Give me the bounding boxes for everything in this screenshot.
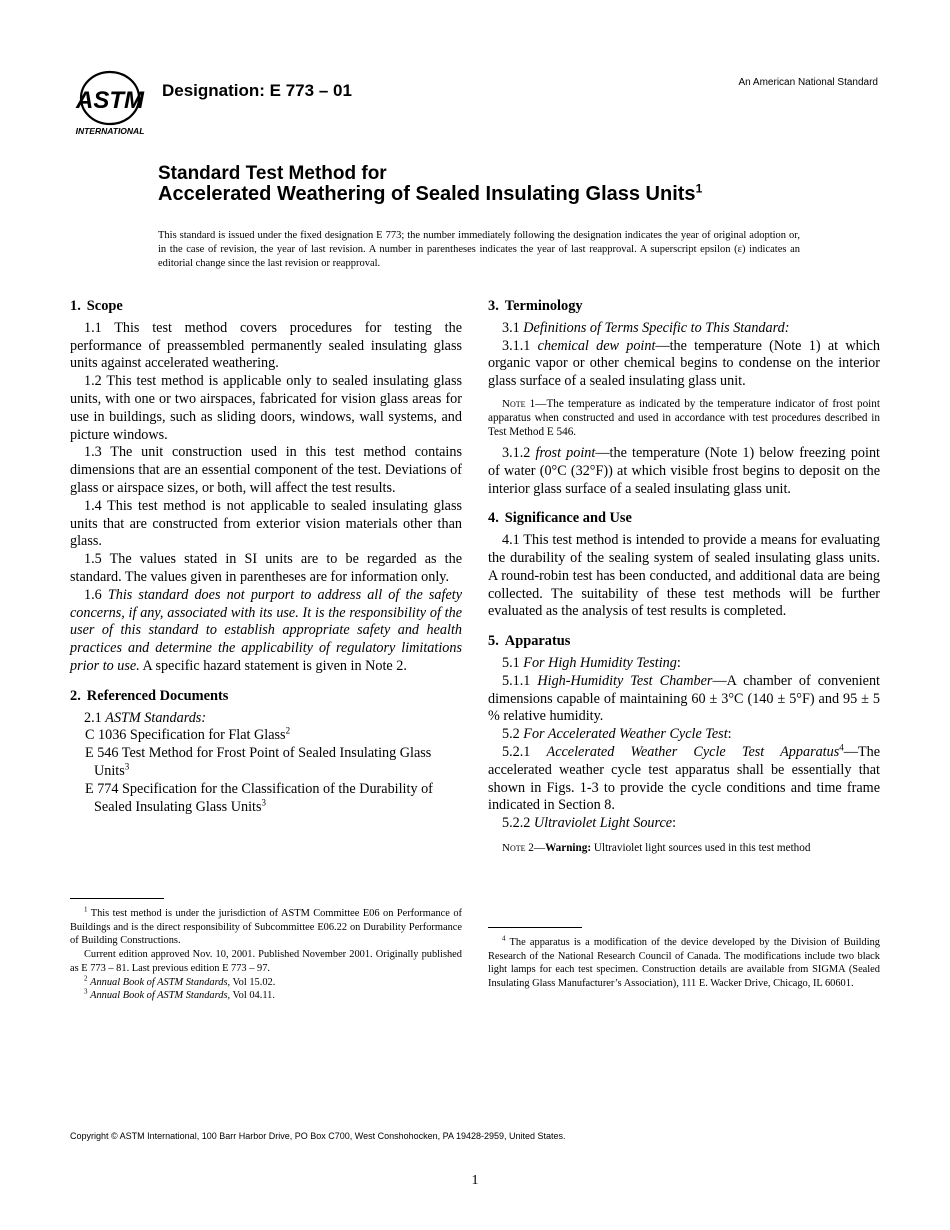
- para-number: 5.2.1: [502, 743, 531, 760]
- para-text: A specific hazard statement is given in Note 2.: [139, 657, 407, 674]
- section-heading-apparatus: [488, 633, 880, 651]
- reference-item: [70, 781, 462, 817]
- title-text: Accelerated Weathering of Sealed Insulating Glass Units: [158, 183, 696, 205]
- defined-term: chemical dew point: [537, 337, 656, 354]
- para-italic: Accelerated Weather Cycle Test Apparatus: [546, 743, 840, 760]
- para-1-6: [70, 587, 462, 676]
- heading-number: 1.: [70, 298, 81, 314]
- footnote-mark: 4: [502, 934, 506, 943]
- footnote-3: [70, 989, 462, 1003]
- title-line-1: Standard Test Method for: [158, 163, 387, 184]
- section-heading-significance: [488, 510, 880, 528]
- defined-term: frost point: [535, 444, 596, 461]
- left-footnotes: [70, 907, 462, 1003]
- para-3-1-2: [488, 445, 880, 498]
- para-number: 1.6: [84, 586, 102, 603]
- heading-number: 3.: [488, 298, 499, 314]
- heading-text: Significance and Use: [504, 510, 632, 527]
- heading-number: 4.: [488, 510, 499, 527]
- footnote-mark: 4: [839, 742, 844, 753]
- reference-item: [70, 745, 462, 781]
- warning-label: Warning:: [545, 841, 592, 854]
- para-text: —A chamber of convenient dimensions capable of maintaining 60 ± 3°C (140 ± 5°F) and 95 ± 5 % relative humidity.: [488, 672, 880, 725]
- para-1-1: 1.1 This test method covers procedures for testing the performance of preassembled permanently sealed insulating glass units against accelerated weathering.: [70, 319, 462, 372]
- note-text: 1—The temperature as indicated by the temperature indicator of frost point apparatus when constructed and used in accordance with test procedures described in Test Method E 546.: [488, 397, 880, 438]
- para-number: 3.1.2: [502, 444, 531, 461]
- footnote-2: [70, 976, 462, 990]
- para-italic: ASTM Standards:: [105, 709, 207, 726]
- copyright-notice: Copyright © ASTM International, 100 Barr Harbor Drive, PO Box C700, West Conshohocken, PA 19428-2959, United States.: [70, 1131, 566, 1141]
- section-heading-scope: [70, 298, 462, 316]
- para-italic: For High Humidity Testing: [523, 654, 677, 671]
- para-1-2: 1.2 This test method is applicable only to sealed insulating glass units, with one or two airspaces, fabricated for vision glass areas for use in buildings, such as sliding doors, windows, wall systems, and picture windows.: [70, 373, 462, 443]
- footnote-1-edition: Current edition approved Nov. 10, 2001. Published November 2001. Originally published as E 773 – 81. Last previous edition E 773 – 97.: [70, 949, 462, 974]
- para-3-1: [488, 320, 880, 338]
- para-italic: High-Humidity Test Chamber: [537, 672, 713, 689]
- standard-notice: This standard is issued under the fixed designation E 773; the number immediately following the designation indicates the year of original adoption or, in the case of revision, the year of last revision. A number in parentheses indicates the year of last reapproval. A superscript epsilon (ε) indicates an editorial change since the last revision or reapproval.: [158, 230, 800, 269]
- page-number: 1: [471, 1173, 479, 1188]
- para-number: 3.1: [502, 319, 520, 336]
- para-number: 5.1.1: [502, 672, 531, 689]
- heading-text: Referenced Documents: [86, 687, 229, 704]
- footnote-rule: [488, 927, 582, 928]
- footnote-mark: 2: [84, 974, 88, 983]
- footnote-rule: [70, 898, 164, 899]
- title-footnote-mark: 1: [695, 181, 703, 196]
- footnote-text: The apparatus is a modification of the device developed by the Division of Building Research of the National Research Council of Canada. The modifications include two black light lamps for each test specimen. Construction details are available from SIGMA (Sealed Insulating Glass Manufacturer’s Association), 111 E. Wacker Drive, Chicago, IL 60601.: [488, 937, 880, 990]
- left-column: [70, 298, 462, 816]
- para-3-1-1: [488, 338, 880, 391]
- note-label: Note: [502, 841, 526, 854]
- astm-logo: [70, 70, 150, 138]
- heading-text: Apparatus: [504, 633, 571, 650]
- footnote-mark: 3: [124, 761, 130, 772]
- reference-text: E 546 Test Method for Frost Point of Sealed Insulating Glass Units: [85, 745, 432, 779]
- reference-item: [70, 727, 462, 745]
- para-2-1: [70, 710, 462, 728]
- para-5-2: 5.2 For Accelerated Weather Cycle Test:: [502, 726, 732, 743]
- para-1-4: 1.4 This test method is not applicable to sealed insulating glass units that are constructed from exterior vision materials other than glass.: [70, 497, 462, 550]
- section-heading-referenced-documents: [70, 688, 462, 706]
- definition-text: —the temperature (Note 1) below freezing point of water (0°C (32°F)) at which visible frost begins to deposit on the interior glass surface of a sealed insulating glass unit.: [488, 444, 880, 497]
- title-line-2: [158, 183, 702, 206]
- footnote-text: Vol 04.11.: [230, 990, 275, 1002]
- footnote-text: Vol 15.02.: [230, 976, 276, 988]
- reference-text: C 1036 Specification for Flat Glass: [85, 727, 286, 744]
- footnote-mark: 2: [285, 725, 291, 736]
- designation: Designation: E 773 – 01: [162, 81, 352, 100]
- footnote-4: [488, 936, 880, 991]
- heading-text: Terminology: [504, 298, 583, 314]
- para-5-2-1: [488, 744, 880, 815]
- para-1-3: 1.3 The unit construction used in this test method contains dimensions that are an essential component of the test. Deviations of glass or airspace sizes, or both, will affect the test results.: [70, 444, 462, 496]
- section-heading-terminology: [488, 298, 880, 316]
- para-number: 2.1: [84, 709, 102, 726]
- para-italic: Ultraviolet Light Source: [533, 815, 673, 832]
- para-1-5: 1.5 The values stated in SI units are to be regarded as the standard. The values given in parentheses are for information only.: [70, 551, 462, 585]
- footnote-mark: 1: [84, 905, 88, 914]
- logo-subtext: INTERNATIONAL: [75, 126, 145, 136]
- note-2: [488, 841, 880, 855]
- para-number: 5.2: [502, 726, 520, 743]
- footnote-italic: Annual Book of ASTM Standards,: [90, 976, 231, 988]
- note-label: Note: [502, 397, 526, 410]
- footnote-1: [70, 907, 462, 948]
- note-number: 2—: [525, 841, 546, 854]
- footnote-italic: Annual Book of ASTM Standards,: [90, 990, 231, 1002]
- right-column: [488, 298, 880, 861]
- definition-text: —the temperature (Note 1) at which organic vapor or other chemical begins to condense on the interior glass surface of a sealed insulating glass unit.: [488, 337, 880, 390]
- para-number: 3.1.1: [502, 337, 531, 354]
- footnote-mark: 3: [261, 796, 266, 807]
- para-italic: Definitions of Terms Specific to This Standard:: [523, 319, 790, 336]
- para-text: —The accelerated weather cycle test apparatus shall be essentially that shown in Figs. 1-3 to provide the cycle conditions and time frame indicated in Section 8.: [488, 743, 880, 814]
- para-number: 5.2.2: [502, 815, 531, 832]
- right-footnotes: [488, 936, 880, 991]
- reference-text: E 774 Specification for the Classification of the Durability of Sealed Insulating Glass Units: [85, 780, 433, 815]
- national-standard-label: An American National Standard: [738, 77, 878, 88]
- logo-letters: ASTM: [76, 87, 144, 114]
- para-5-2-2: 5.2.2 Ultraviolet Light Source:: [502, 815, 677, 832]
- para-5-1: 5.1 For High Humidity Testing:: [502, 654, 681, 671]
- para-5-1-1: [488, 673, 880, 726]
- heading-text: Scope: [86, 298, 123, 314]
- heading-number: 5.: [488, 633, 499, 650]
- para-italic: For Accelerated Weather Cycle Test: [523, 726, 728, 743]
- heading-number: 2.: [70, 687, 81, 704]
- note-text: Ultraviolet light sources used in this test method: [591, 841, 811, 854]
- safety-caveat: This standard does not purport to address all of the safety concerns, if any, associated with its use. It is the responsibility of the user of this standard to establish appropriate safety and health practices and determine the applicability of regulatory limitations prior to use.: [70, 586, 462, 674]
- footnote-text: This test method is under the jurisdiction of ASTM Committee E06 on Performance of Buildings and is the direct responsibility of Subcommittee E06.22 on Durability Performance of Building Constructions.: [70, 908, 462, 947]
- para-4-1: 4.1 This test method is intended to provide a means for evaluating the durability of the sealing system of sealed insulating glass units. A round-robin test has been conducted, and additional data are being collected. The suitability of these test methods will be further evaluated as the analysis of test results is completed.: [488, 532, 880, 620]
- footnote-mark: 3: [84, 987, 88, 996]
- astm-logo-mark: [70, 70, 150, 138]
- para-number: 5.1: [502, 654, 520, 671]
- note-1: [488, 397, 880, 439]
